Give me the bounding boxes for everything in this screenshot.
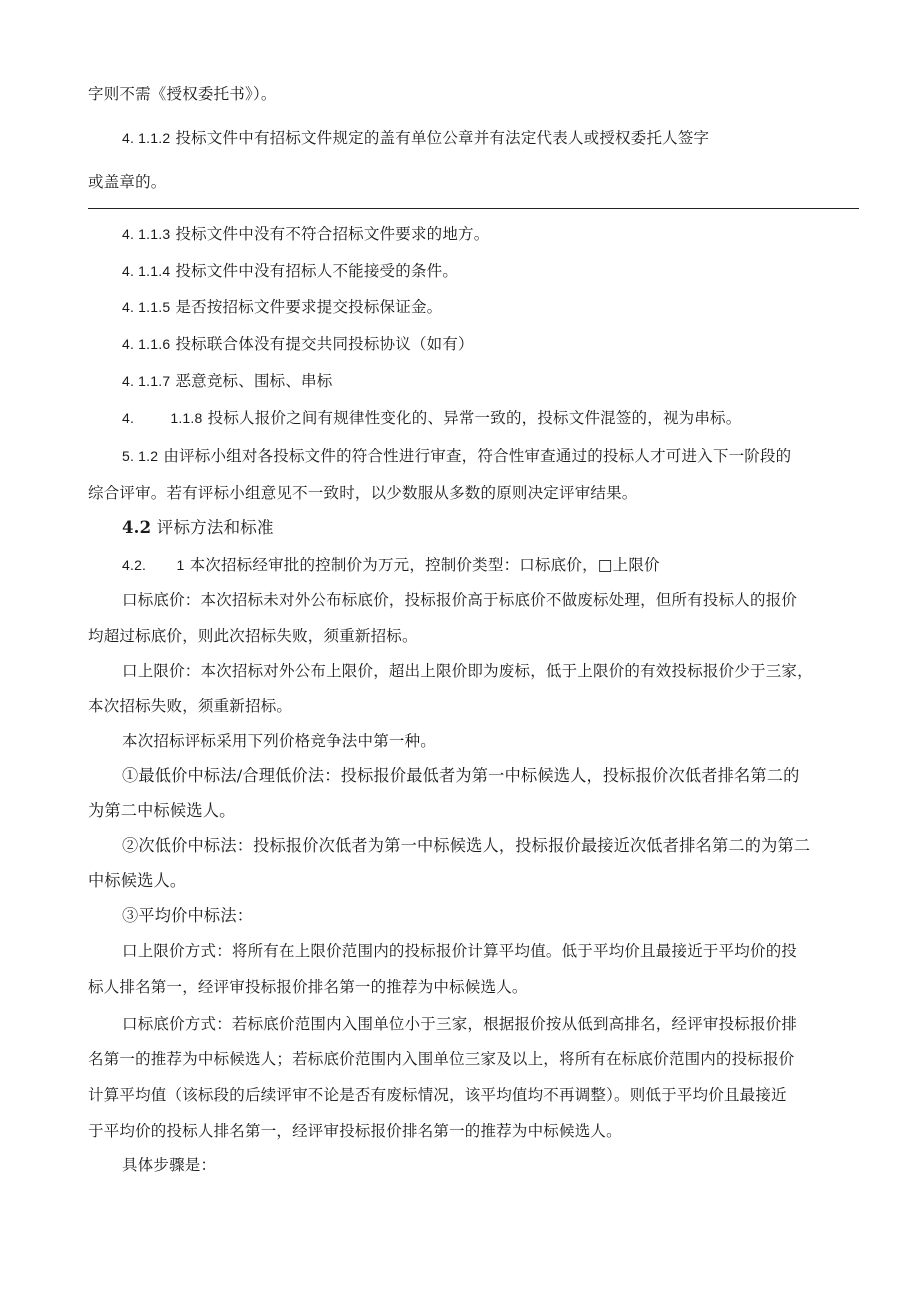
clause-text: 投标人报价之间有规律性变化的、异常一致的，投标文件混签的，视为串标。	[207, 409, 742, 427]
clause-subnumber: 1	[176, 557, 185, 573]
clause-text: 由评标小组对各投标文件的符合性进行审查，符合性审查通过的投标人才可进入下一阶段的	[163, 447, 792, 465]
paragraph-line: 口上限价方式：将所有在上限价范围内的投标报价计算平均值。低于平均价且最接近于平均价的投	[122, 942, 798, 960]
paragraph-line: 口标底价：本次招标未对外公布标底价，投标报价高于标底价不做废标处理，但所有投标人的报价	[122, 591, 798, 609]
paragraph-line: ②次低价中标法：投标报价次低者为第一中标候选人，投标报价最接近次低者排名第二的为第二	[122, 836, 811, 855]
paragraph-line: 标人排名第一，经评审投标报价排名第一的推荐为中标候选人。	[88, 978, 528, 996]
clause-number: 4.	[122, 410, 135, 426]
paragraph-line: 具体步骤是：	[122, 1156, 217, 1174]
paragraph-line: 为第二中标候选人。	[88, 801, 236, 820]
clause-4-1-1-8	[122, 408, 741, 428]
clause-number: 4. 1.1.3	[122, 226, 171, 242]
paragraph-line: ①最低价中标法/合理低价法：投标报价最低者为第一中标候选人，投标报价次低者排名第二的	[122, 766, 800, 785]
paragraph-line: 计算平均值（该标段的后续评审不论是否有废标情况，该平均值均不再调整）。则低于平均价且最接近	[88, 1086, 787, 1104]
paragraph-line: ③平均价中标法：	[122, 906, 254, 925]
clause-4-1-1-5	[122, 297, 442, 317]
clause-text: 投标文件中有招标文件规定的盖有单位公章并有法定代表人或授权委托人签字	[175, 129, 710, 147]
paragraph-line: 均超过标底价，则此次招标失败，须重新招标。	[88, 627, 418, 645]
clause-number: 4. 1.1.6	[122, 336, 171, 352]
clause-number: 4.2.	[122, 557, 147, 573]
paragraph-line: 字则不需《授权委托书》）。	[88, 85, 277, 103]
horizontal-divider	[88, 208, 859, 209]
paragraph-line: 中标候选人。	[88, 871, 187, 890]
paragraph-line: 本次招标失败，须重新招标。	[88, 697, 293, 715]
clause-subnumber: 1.1.8	[170, 410, 203, 426]
clause-text: 是否按招标文件要求提交投标保证金。	[175, 298, 443, 316]
clause-number: 4. 1.1.5	[122, 299, 171, 315]
clause-5-1-2	[122, 446, 791, 466]
paragraph-line: 口上限价：本次招标对外公布上限价，超出上限价即为废标，低于上限价的有效投标报价少于三家，	[122, 662, 813, 680]
clause-4-1-1-3	[122, 224, 489, 244]
paragraph-line: 名第一的推荐为中标候选人；若标底价范围内入围单位三家及以上，将所有在标底价范围内的投标报价	[88, 1050, 795, 1068]
paragraph-line: 本次招标评标采用下列价格竞争法中第一种。	[122, 732, 437, 750]
clause-text: 投标联合体没有提交共同投标协议（如有）	[175, 335, 474, 353]
clause-4-1-1-6	[122, 334, 474, 354]
paragraph-line: 于平均价的投标人排名第一，经评审投标报价排名第一的推荐为中标候选人。	[88, 1122, 622, 1140]
clause-text: 恶意竞标、围标、串标	[175, 372, 333, 390]
section-heading	[122, 518, 274, 538]
section-title: 评标方法和标准	[156, 518, 274, 537]
clause-text: 本次招标经审批的控制价为万元，控制价类型：口标底价，□上限价	[189, 556, 660, 574]
paragraph-line: 口标底价方式：若标底价范围内入围单位小于三家，根据报价按从低到高排名，经评审投标报价排	[122, 1015, 798, 1033]
clause-4-1-1-4	[122, 261, 458, 281]
clause-text: 投标文件中没有不符合招标文件要求的地方。	[175, 225, 490, 243]
clause-number: 4. 1.1.2	[122, 130, 171, 146]
clause-continuation: 或盖章的。	[88, 173, 167, 191]
section-number: 4.2	[122, 518, 152, 537]
clause-number: 5. 1.2	[122, 448, 159, 464]
clause-4-1-1-2	[122, 128, 709, 148]
clause-4-2-1	[122, 555, 660, 575]
clause-number: 4. 1.1.7	[122, 373, 171, 389]
clause-continuation: 综合评审。若有评标小组意见不一致时，以少数服从多数的原则决定评审结果。	[88, 484, 638, 502]
clause-4-1-1-7	[122, 371, 332, 391]
clause-text: 投标文件中没有招标人不能接受的条件。	[175, 262, 459, 280]
clause-number: 4. 1.1.4	[122, 263, 171, 279]
